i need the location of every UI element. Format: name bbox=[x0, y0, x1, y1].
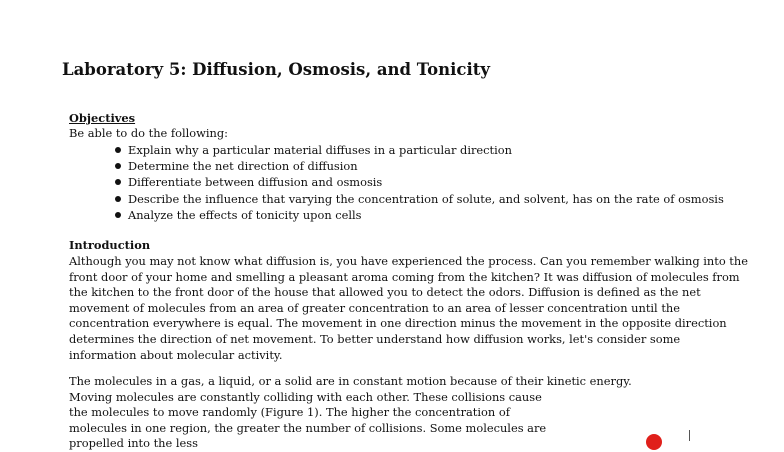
objective-item bbox=[112, 174, 724, 190]
objectives-intro: Be able to do the following: bbox=[69, 126, 228, 140]
objective-item bbox=[112, 158, 724, 174]
objective-text: Analyze the effects of tonicity upon cells bbox=[128, 207, 362, 222]
figure-edge-red-mark bbox=[646, 434, 662, 450]
introduction-heading: Introduction bbox=[69, 238, 151, 252]
paragraph-line: the kitchen to the front door of the house that allowed you to detect the odors. Diffusion is defined as the net bbox=[69, 285, 701, 300]
document-title: Laboratory 5: Diffusion, Osmosis, and Tonicity bbox=[62, 60, 490, 79]
paragraph-line: the molecules to move randomly (Figure 1). The higher the concentration of bbox=[69, 405, 510, 420]
objective-item bbox=[112, 142, 724, 158]
introduction-paragraph bbox=[69, 254, 748, 363]
objective-text: Explain why a particular material diffuses in a particular direction bbox=[128, 143, 512, 157]
objectives-list bbox=[112, 142, 724, 223]
kinetic-energy-paragraph bbox=[69, 374, 632, 452]
paragraph-line: determines the direction of net movement. To better understand how diffusion works, let's consider some bbox=[69, 331, 681, 346]
paragraph-line: front door of your home and smelling a pleasant aroma coming from the kitchen? It was diffusion of molecules from bbox=[69, 269, 740, 284]
objective-text: Determine the net direction of diffusion bbox=[128, 159, 358, 174]
paragraph-line: molecules in one region, the greater the number of collisions. Some molecules are bbox=[69, 420, 547, 435]
objectives-heading: Objectives bbox=[69, 111, 136, 125]
paragraph-line: information about molecular activity. bbox=[69, 347, 283, 362]
bullet-icon bbox=[115, 147, 121, 153]
paragraph-line: propelled into the less bbox=[69, 436, 198, 451]
objective-item bbox=[112, 207, 724, 223]
objective-text: Describe the influence that varying the concentration of solute, and solvent, has on the rate of osmosis bbox=[128, 191, 724, 206]
paragraph-line: Although you may not know what diffusion is, you have experienced the process. Can you remember walking into the bbox=[69, 254, 748, 268]
bullet-icon bbox=[115, 212, 121, 218]
bullet-icon bbox=[115, 179, 121, 185]
bullet-icon bbox=[115, 163, 121, 169]
bullet-icon bbox=[115, 196, 121, 202]
paragraph-line: The molecules in a gas, a liquid, or a solid are in constant motion because of their kinetic energy. bbox=[69, 374, 632, 388]
paragraph-line: concentration everywhere is equal. The movement in one direction minus the movement in the opposite direction bbox=[69, 316, 727, 331]
objective-text: Differentiate between diffusion and osmosis bbox=[128, 175, 383, 190]
paragraph-line: movement of molecules from an area of greater concentration to an area of lesser concentration until the bbox=[69, 300, 680, 315]
objective-item bbox=[112, 191, 724, 207]
figure-edge-rule bbox=[689, 430, 690, 441]
paragraph-line: Moving molecules are constantly colliding with each other. These collisions cause bbox=[69, 389, 542, 404]
